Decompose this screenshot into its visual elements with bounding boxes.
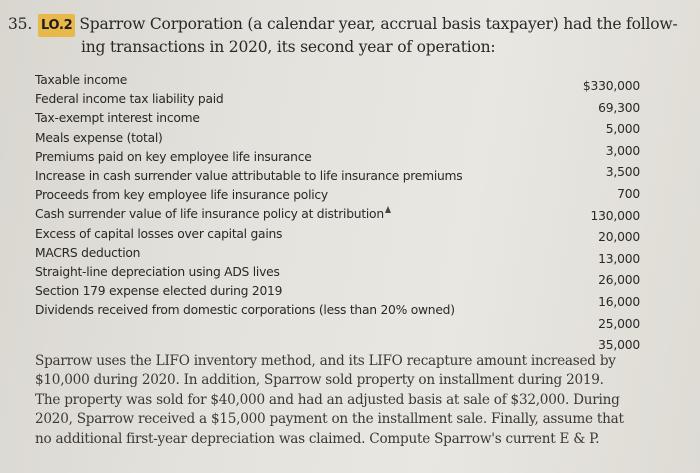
- item-value: 700: [617, 186, 640, 201]
- item-value: 69,300: [598, 100, 640, 115]
- item-value: 3,000: [605, 143, 640, 158]
- item-label: Federal income tax liability paid: [35, 92, 224, 107]
- item-label: Straight-line depreciation using ADS lives: [35, 264, 280, 279]
- item-values: [560, 76, 640, 357]
- paragraph-line: Sparrow uses the LIFO inventory method, and its LIFO recapture amount increased by: [35, 353, 616, 369]
- item-label: Cash surrender value of life insurance policy at distribution: [35, 207, 384, 222]
- item-value: 35,000: [598, 338, 640, 353]
- mouse-cursor-icon: [385, 206, 391, 213]
- item-label: Premiums paid on key employee life insurance: [35, 149, 312, 164]
- item-label: Dividends received from domestic corporations (less than 20% owned): [35, 303, 455, 318]
- item-value: 5,000: [605, 122, 640, 137]
- question-line-2: ing transactions in 2020, its second year of operation:: [81, 38, 496, 56]
- item-label: Section 179 expense elected during 2019: [35, 284, 283, 299]
- item-label: Meals expense (total): [35, 130, 163, 145]
- paragraph-line: The property was sold for $40,000 and had an adjusted basis at sale of $32,000. During: [35, 391, 620, 408]
- question-number: 35.: [8, 15, 33, 33]
- item-value: 20,000: [598, 230, 640, 245]
- item-value: 130,000: [590, 208, 640, 223]
- item-label: Excess of capital losses over capital gains: [35, 226, 283, 241]
- item-value: 25,000: [598, 316, 640, 331]
- question-line-1: [8, 14, 688, 37]
- lo-badge: LO.2: [38, 14, 75, 37]
- item-label: Taxable income: [35, 73, 128, 87]
- item-value: $330,000: [582, 79, 640, 93]
- item-value: 26,000: [598, 273, 640, 288]
- item-value: 16,000: [598, 294, 640, 309]
- paragraph-line: no additional first-year depreciation was claimed. Compute Sparrow's current E & P.: [35, 430, 600, 447]
- item-label: MACRS deduction: [35, 245, 141, 260]
- question-paragraph: [35, 352, 675, 449]
- item-value: 13,000: [598, 251, 640, 266]
- item-label: Proceeds from key employee life insurance policy: [35, 188, 328, 203]
- paragraph-line: 2020, Sparrow received a $15,000 payment on the installment sale. Finally, assume that: [35, 411, 624, 428]
- item-label: Tax-exempt interest income: [35, 111, 200, 126]
- question-header: [8, 14, 688, 58]
- item-value: 3,500: [605, 165, 640, 180]
- paragraph-line: $10,000 during 2020. In addition, Sparrow sold property on installment during 2019.: [35, 372, 604, 389]
- question-text-1: Sparrow Corporation (a calendar year, accrual basis taxpayer) had the follow-: [79, 15, 678, 33]
- item-labels: [35, 71, 495, 320]
- item-label: Increase in cash surrender value attributable to life insurance premiums: [35, 168, 463, 183]
